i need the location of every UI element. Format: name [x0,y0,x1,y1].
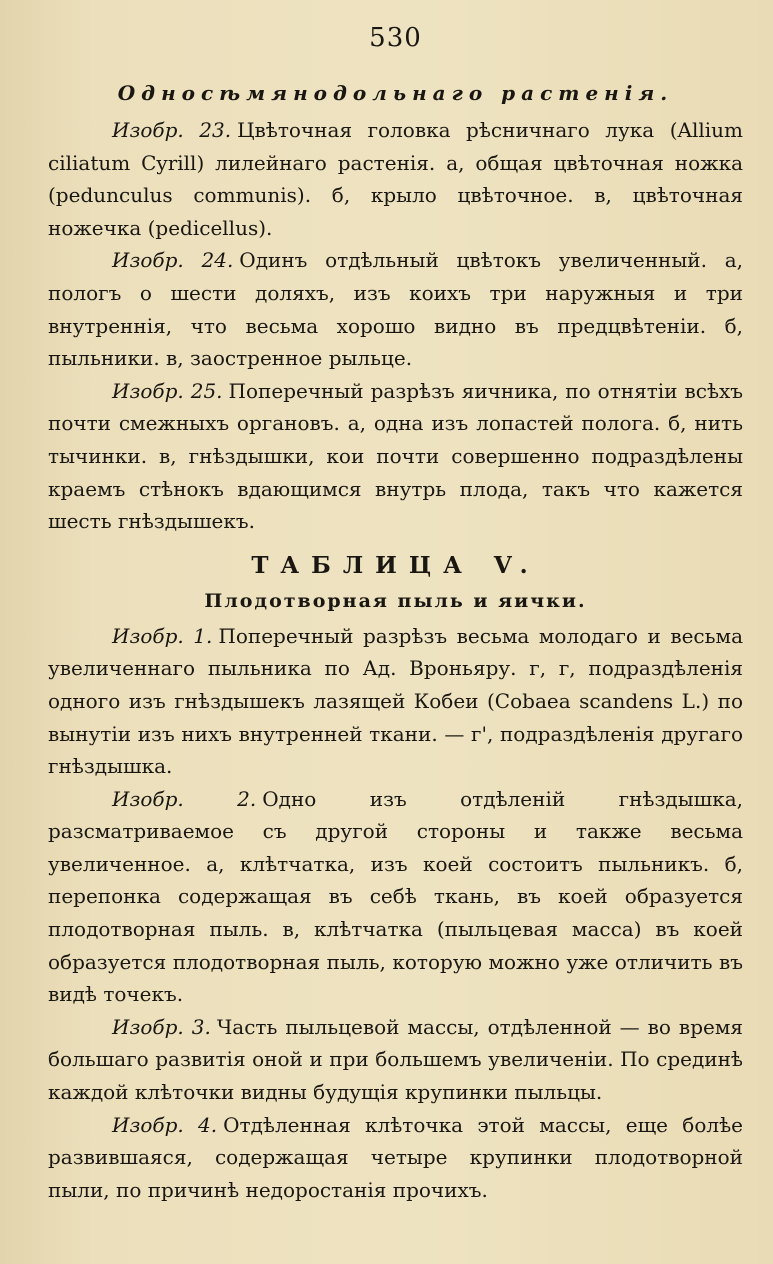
figure-ref: Изобр. 25. [112,378,223,403]
caption-text: Часть пыльцевой массы, отдѣленной — во время большаго развитія оной и при большемъ увеличеніи. По срединѣ каждой клѣточки видны будущія крупинки пыльцы. [48,1014,744,1105]
section-heading: Односѣмянодольнаго растенія. [117,81,674,105]
caption-text: Цвѣточная головка рѣсничнаго лука (Allium ciliatum Cyrill) лилейнаго растенія. а, общая цвѣточная ножка (pedunculus communis). б, крыло цвѣточное. в, цвѣточная ножечка (pedicellus). [48,118,743,240]
caption-text: Поперечный разрѣзъ яичника, по отнятіи всѣхъ почти смежныхъ органовъ. а, одна изъ лопастей полога. б, нить тычинки. в, гнѣздышки, кои почти совершенно подраздѣлены краемъ стѣнокъ вдающимся внутрь плода, такъ что кажется шесть гнѣздышекъ. [48,378,744,534]
figure-caption-24 [48,244,743,374]
figure-ref: Изобр. 4. [112,1112,218,1137]
page-number: 530 [369,23,422,53]
figure-ref: Изобр. 3. [112,1014,211,1039]
figure-caption-3 [48,1011,743,1109]
figure-ref: Изобр. 2. [112,786,257,811]
figure-caption-4 [48,1109,743,1207]
figure-caption-23 [48,114,743,244]
figure-caption-25 [48,375,743,538]
figure-caption-1 [48,620,743,783]
table-title: ТАБЛИЦА V. [251,551,540,579]
figure-ref: Изобр. 23. [112,118,232,142]
figure-ref: Изобр. 24. [112,248,234,273]
figure-ref: Изобр. 1. [112,623,213,648]
caption-text: Поперечный разрѣзъ весьма молодаго и весьма увеличеннаго пыльника по Ад. Вроньяру. г, г, подраздѣленія одного изъ гнѣздышекъ лазящей Кобеи (Cobaea scandens L.) по вынутіи изъ нихъ внутренней ткани. — г', подраздѣленія другаго гнѣздышка. [48,623,743,779]
caption-text: Отдѣленная клѣточка этой массы, еще болѣе развившаяся, содержащая четыре крупинки плодотворной пыли, по причинѣ недоростанія прочихъ. [48,1112,743,1202]
caption-text: Одинъ отдѣльный цвѣтокъ увеличенный. а, пологъ о шести доляхъ, изъ коихъ три наружныя и три внутреннія, что весьма хорошо видно въ предцвѣтеніи. б, пыльники. в, заостренное рыльце. [48,248,743,371]
figure-caption-2 [48,783,743,1011]
caption-text: Одно изъ отдѣленій гнѣздышка, разсматриваемое съ другой стороны и также весьма увеличенное. а, клѣтчатка, изъ коей состоитъ пыльникъ. б, перепонка содержащая въ себѣ ткань, въ коей образуется плодотворная пыль. в, клѣтчатка (пыльцевая масса) въ коей образуется плодотворная пыль, которую можно уже отличить въ видѣ точекъ. [48,786,743,1007]
table-subtitle: Плодотворная пыль и яички. [204,589,587,612]
